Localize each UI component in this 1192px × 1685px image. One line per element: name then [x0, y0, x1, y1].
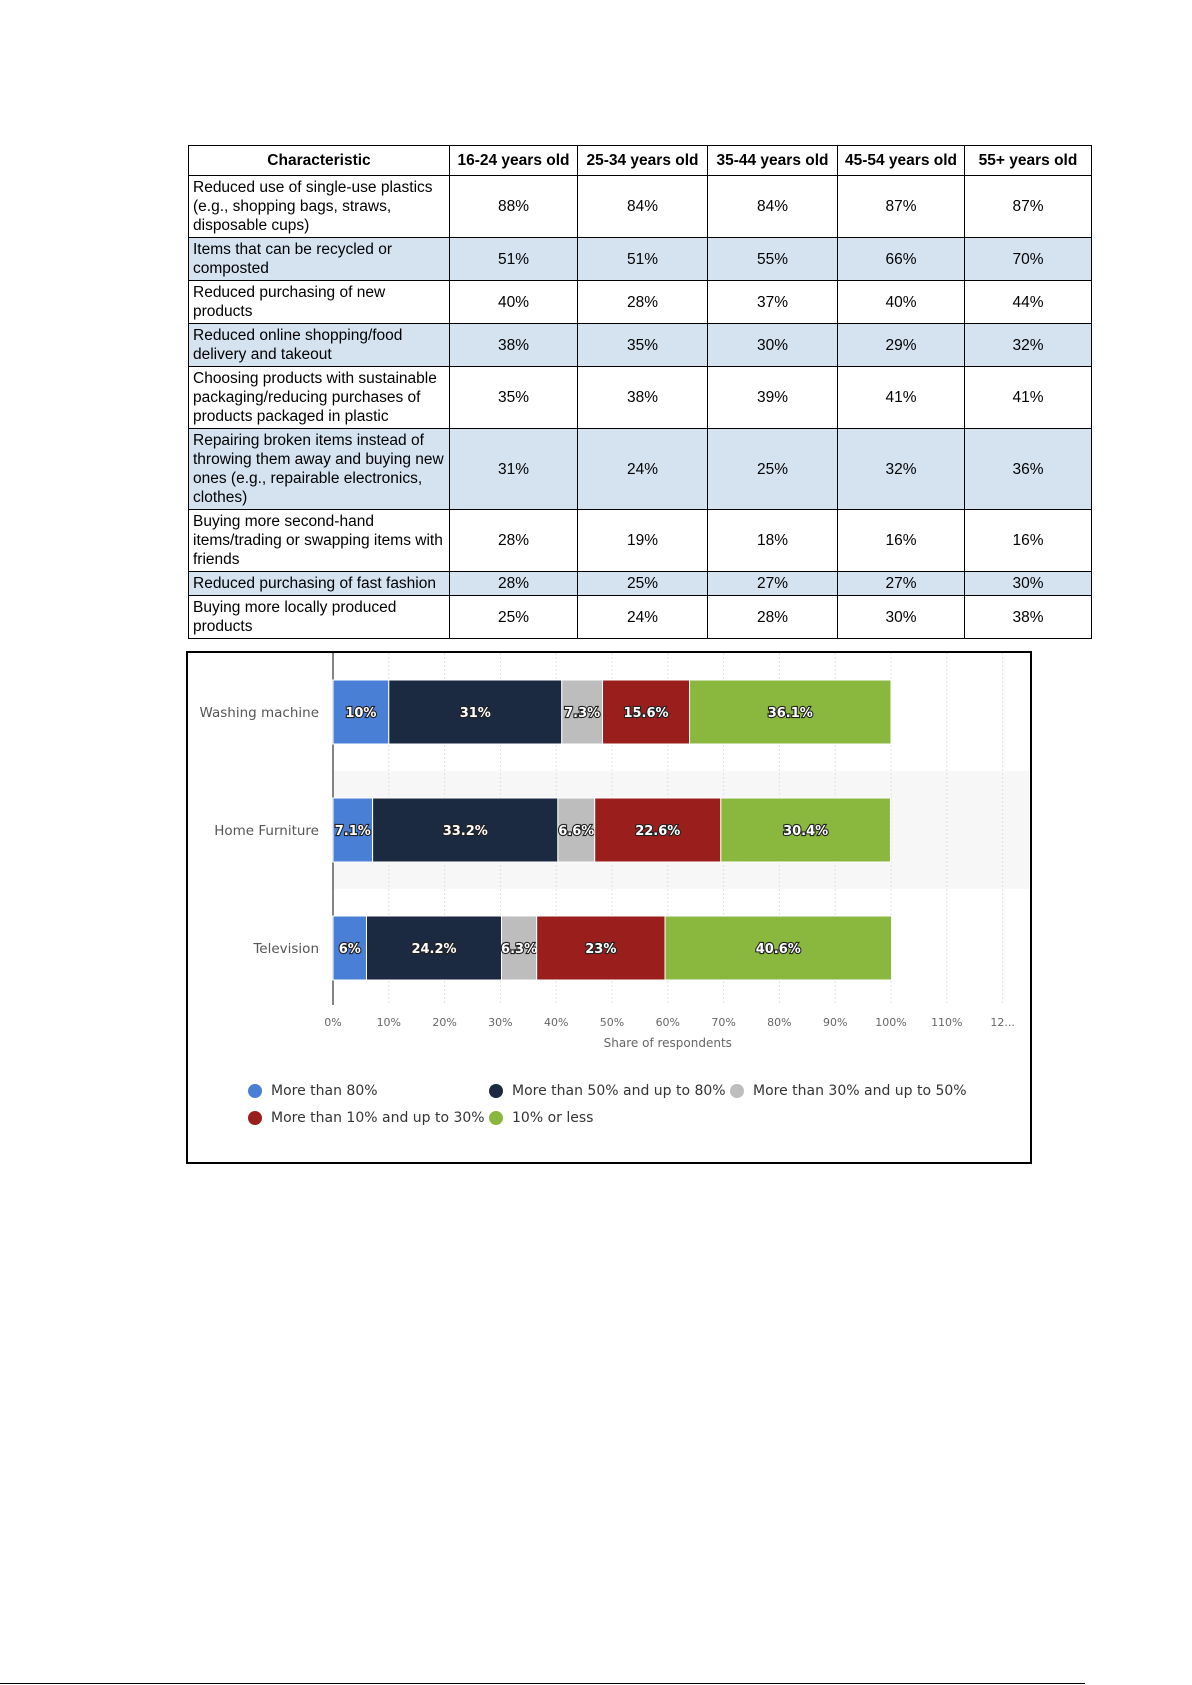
data-label: 6.3%	[501, 942, 538, 957]
data-label: 31%	[459, 706, 491, 721]
characteristic-line: Reduced use of single-use plastics	[193, 179, 433, 196]
characteristic-line: Reduced online shopping/food	[193, 327, 403, 344]
value-cell: 44%	[965, 281, 1092, 324]
legend-label: More than 80%	[271, 1083, 378, 1099]
table-row	[189, 281, 1092, 324]
x-tick-label: 70%	[711, 1016, 736, 1029]
legend-label: More than 10% and up to 30%	[271, 1110, 485, 1126]
value-cell: 88%	[450, 176, 578, 238]
value-cell: 55%	[708, 238, 838, 281]
value-cell: 31%	[450, 429, 578, 510]
characteristic-line: Items that can be recycled or	[193, 241, 393, 258]
value-cell: 27%	[708, 572, 838, 596]
legend-dot-icon	[730, 1084, 744, 1098]
x-tick-label: 90%	[822, 1016, 848, 1029]
x-tick-label: 110%	[931, 1016, 963, 1029]
characteristic-line: Reduced purchasing of fast fashion	[193, 575, 436, 592]
characteristic-line: delivery and takeout	[193, 346, 332, 363]
table-row	[189, 510, 1092, 572]
data-label: 23%	[585, 942, 617, 957]
characteristic-cell	[189, 429, 450, 510]
value-cell: 28%	[450, 572, 578, 596]
x-tick-label: 10%	[376, 1016, 402, 1029]
value-cell: 38%	[450, 324, 578, 367]
characteristic-line: clothes)	[193, 489, 248, 506]
data-label: 24.2%	[411, 942, 457, 957]
value-cell: 38%	[578, 367, 708, 429]
data-label: 7.3%	[564, 706, 601, 721]
value-cell: 38%	[965, 596, 1092, 639]
x-tick-label: 60%	[655, 1016, 681, 1029]
category-label: Home Furniture	[214, 823, 319, 839]
x-tick-label: 30%	[488, 1016, 513, 1029]
characteristic-line: throwing them away and buying new	[193, 451, 444, 468]
value-cell: 32%	[838, 429, 965, 510]
data-label: 6.6%	[558, 824, 595, 839]
characteristic-line: packaging/reducing purchases of	[193, 389, 421, 406]
value-cell: 36%	[965, 429, 1092, 510]
value-cell: 16%	[838, 510, 965, 572]
value-cell: 24%	[578, 429, 708, 510]
category-label: Television	[253, 941, 319, 957]
value-cell: 30%	[838, 596, 965, 639]
table-row	[189, 572, 1092, 596]
value-cell: 19%	[578, 510, 708, 572]
value-cell: 28%	[708, 596, 838, 639]
header-age-4: 45-54 years old	[838, 146, 965, 176]
characteristic-cell	[189, 367, 450, 429]
data-label: 7.1%	[334, 824, 371, 839]
data-label: 36.1%	[767, 706, 813, 721]
table-row	[189, 596, 1092, 639]
value-cell: 32%	[965, 324, 1092, 367]
legend-label: More than 30% and up to 50%	[753, 1083, 967, 1099]
chart-panel	[186, 651, 1032, 1164]
legend-item	[489, 1110, 593, 1126]
x-tick-label: 40%	[543, 1016, 569, 1029]
value-cell: 29%	[838, 324, 965, 367]
value-cell: 35%	[450, 367, 578, 429]
header-age-5: 55+ years old	[965, 146, 1092, 176]
legend-dot-icon	[248, 1084, 262, 1098]
value-cell: 30%	[965, 572, 1092, 596]
x-tick-label: 12...	[990, 1016, 1015, 1029]
characteristic-line: products	[193, 618, 253, 635]
header-age-3: 35-44 years old	[708, 146, 838, 176]
data-label: 30.4%	[783, 824, 829, 839]
x-tick-label: 50%	[599, 1016, 625, 1029]
value-cell: 41%	[965, 367, 1092, 429]
value-cell: 84%	[578, 176, 708, 238]
value-cell: 35%	[578, 324, 708, 367]
x-tick-label: 100%	[875, 1016, 907, 1029]
value-cell: 16%	[965, 510, 1092, 572]
value-cell: 37%	[708, 281, 838, 324]
x-tick-label: 20%	[432, 1016, 457, 1029]
characteristic-cell	[189, 572, 450, 596]
value-cell: 51%	[450, 238, 578, 281]
survey-table-container	[188, 145, 1091, 639]
value-cell: 70%	[965, 238, 1092, 281]
legend-label: 10% or less	[512, 1110, 594, 1126]
value-cell: 87%	[965, 176, 1092, 238]
characteristic-line: Buying more second-hand	[193, 513, 374, 530]
legend-dot-icon	[489, 1111, 503, 1125]
table-row	[189, 324, 1092, 367]
legend-label: More than 50% and up to 80%	[512, 1083, 726, 1099]
legend-dot-icon	[489, 1084, 503, 1098]
legend-item	[489, 1083, 726, 1099]
characteristic-line: products packaged in plastic	[193, 408, 389, 425]
characteristic-cell	[189, 596, 450, 639]
characteristic-line: items/trading or swapping items with	[193, 532, 443, 549]
legend-item	[730, 1083, 967, 1099]
characteristic-cell	[189, 510, 450, 572]
characteristic-line: ones (e.g., repairable electronics,	[193, 470, 423, 487]
value-cell: 25%	[578, 572, 708, 596]
value-cell: 39%	[708, 367, 838, 429]
legend-item	[248, 1083, 378, 1099]
survey-table	[188, 145, 1092, 639]
value-cell: 25%	[450, 596, 578, 639]
characteristic-line: disposable cups)	[193, 217, 310, 234]
value-cell: 84%	[708, 176, 838, 238]
characteristic-cell	[189, 324, 450, 367]
characteristic-cell	[189, 281, 450, 324]
table-row	[189, 367, 1092, 429]
table-header-row	[189, 146, 1092, 176]
data-label: 6%	[338, 942, 361, 957]
data-label: 22.6%	[635, 824, 681, 839]
value-cell: 27%	[838, 572, 965, 596]
x-tick-label: 80%	[767, 1016, 792, 1029]
value-cell: 28%	[578, 281, 708, 324]
table-row	[189, 429, 1092, 510]
data-label: 40.6%	[755, 942, 801, 957]
value-cell: 30%	[708, 324, 838, 367]
value-cell: 40%	[838, 281, 965, 324]
characteristic-cell	[189, 238, 450, 281]
legend-dot-icon	[248, 1111, 262, 1125]
data-label: 33.2%	[442, 824, 488, 839]
category-label: Washing machine	[199, 705, 319, 721]
characteristic-line: Repairing broken items instead of	[193, 432, 424, 449]
data-label: 10%	[345, 706, 377, 721]
table-row	[189, 238, 1092, 281]
data-label: 15.6%	[623, 706, 669, 721]
legend-item	[248, 1110, 485, 1126]
characteristic-line: (e.g., shopping bags, straws,	[193, 198, 392, 215]
characteristic-line: Buying more locally produced	[193, 599, 397, 616]
x-tick-label: 0%	[324, 1016, 342, 1029]
value-cell: 40%	[450, 281, 578, 324]
x-axis-title: Share of respondents	[603, 1036, 732, 1050]
header-age-2: 25-34 years old	[578, 146, 708, 176]
value-cell: 24%	[578, 596, 708, 639]
header-age-1: 16-24 years old	[450, 146, 578, 176]
characteristic-line: products	[193, 303, 253, 320]
page-bottom-rule	[0, 1683, 1085, 1684]
value-cell: 28%	[450, 510, 578, 572]
value-cell: 66%	[838, 238, 965, 281]
value-cell: 41%	[838, 367, 965, 429]
characteristic-line: friends	[193, 551, 240, 568]
characteristic-line: Reduced purchasing of new	[193, 284, 386, 301]
value-cell: 25%	[708, 429, 838, 510]
header-characteristic: Characteristic	[189, 146, 450, 176]
value-cell: 87%	[838, 176, 965, 238]
characteristic-cell	[189, 176, 450, 238]
value-cell: 18%	[708, 510, 838, 572]
characteristic-line: composted	[193, 260, 269, 277]
value-cell: 51%	[578, 238, 708, 281]
characteristic-line: Choosing products with sustainable	[193, 370, 437, 387]
table-row	[189, 176, 1092, 238]
